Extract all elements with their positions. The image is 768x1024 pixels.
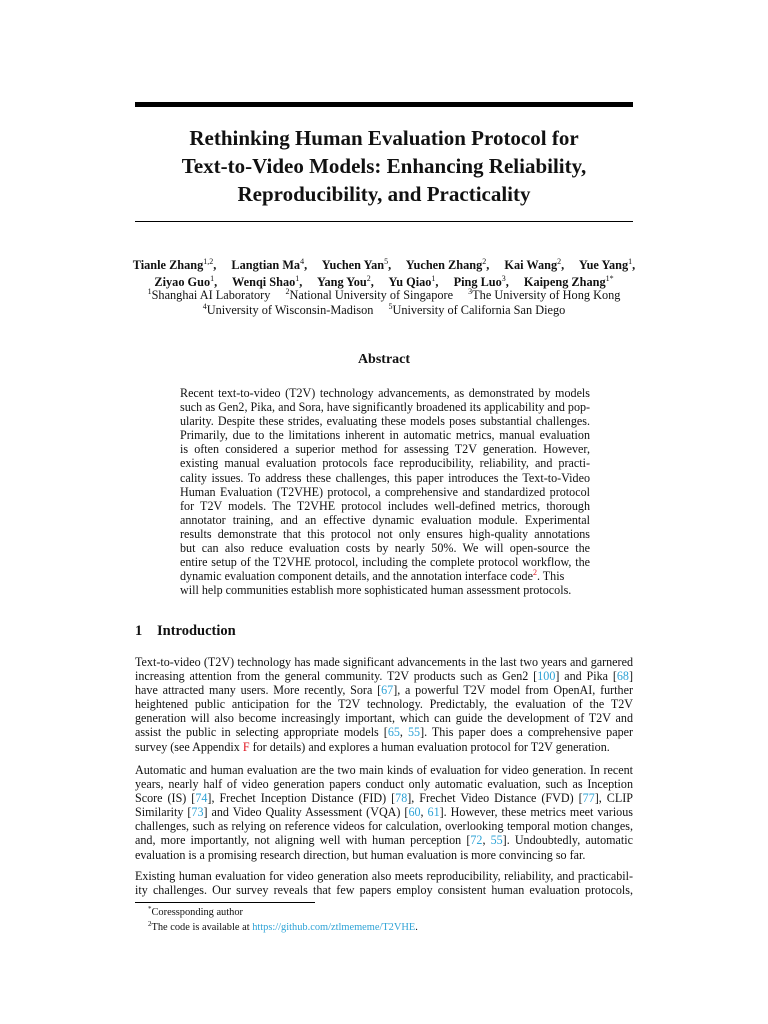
citation-link[interactable]: 74	[195, 791, 208, 806]
author: Kai Wang$^2$,	[504, 257, 565, 272]
abstract-line: for T2V models. The T2VHE protocol includes well-defined metrics, thorough	[180, 498, 590, 513]
abstract-line: cality issues. To address these challenges, this paper introduces the Text-to-Video	[180, 470, 590, 485]
abstract-line: results demonstrate that this protocol not only ensures high-quality annotations	[180, 526, 590, 541]
affiliation-line	[120, 288, 648, 303]
title-bottom-rule	[135, 221, 633, 222]
affiliation: $^2$National University of Singapore	[285, 287, 454, 302]
section-heading	[135, 623, 236, 640]
section-number: 1	[135, 623, 143, 639]
abstract-line: existing manual evaluation protocols face reproducibility, reliability, and practi-	[180, 456, 590, 471]
citation-link[interactable]: 65	[387, 725, 400, 740]
author: Tianle Zhang$^{1,2}$,	[132, 257, 217, 272]
affiliation: $^5$University of California San Diego	[388, 302, 566, 317]
footnote-ref-2[interactable]: 2	[532, 568, 537, 578]
paragraph-line: Score (IS) [74], Frechet Inception Distance (FID) [78], Frechet Video Distance (FVD) [77], CLIP	[135, 791, 633, 806]
citation-link[interactable]: 72	[470, 833, 483, 848]
abstract-body	[180, 386, 590, 597]
footnotes	[148, 905, 418, 935]
paragraph-line: ity challenges. Our survey reveals that few papers employ consistent human evaluation protocols,	[135, 883, 633, 898]
abstract-line: entire setup of the T2VHE protocol, including the complete protocol workflow, the	[180, 555, 590, 570]
abstract-line: annotator training, and an effective dynamic evaluation module. Experimental	[180, 512, 590, 527]
citation-link[interactable]: 55	[407, 725, 421, 740]
affiliation: $^3$The University of Hong Kong	[468, 287, 621, 302]
citation-link[interactable]: 61	[427, 805, 440, 820]
section-title: Introduction	[157, 623, 236, 639]
paper-title	[135, 124, 633, 208]
paragraph-line: Similarity [73] and Video Quality Assessment (VQA) [60, 61]. However, these metrics meet various	[135, 805, 633, 820]
abstract-heading: Abstract	[357, 352, 411, 367]
affiliation: $^4$University of Wisconsin-Madison	[202, 302, 374, 317]
intro-paragraph-3	[135, 869, 633, 897]
paragraph-line: heightened public anticipation for the T2V technology. Predictably, the evaluation of the T2V	[135, 697, 633, 712]
author: Ping Luo$^3$,	[453, 274, 509, 289]
author: Yu Qiao$^1$,	[388, 274, 439, 289]
paragraph-line: years, nearly half of video generation papers conduct only automatic evaluation, such as Inception	[135, 777, 633, 792]
paragraph-line: generation will also become increasingly important, which can guide the development of T2V and	[135, 711, 633, 726]
title-line: Reproducibility, and Practicality	[237, 182, 531, 206]
author: Yuchen Zhang$^2$,	[405, 257, 490, 272]
footnote-1: *Coressponding author	[148, 905, 243, 918]
author: Ziyao Guo$^1$,	[154, 274, 218, 289]
paragraph-line: survey (see Appendix F for details) and explores a human evaluation protocol for T2V generation.	[135, 739, 610, 754]
author: Yue Yang$^1$,	[578, 257, 636, 272]
paragraph-line: increasing attention from the general community. T2V products such as Gen2 [100] and Pika [68]	[135, 669, 633, 684]
footnote-rule	[135, 902, 315, 903]
paragraph-line: Existing human evaluation for video generation also meets reproducibility, reliability, and practicabil-	[135, 869, 633, 883]
intro-paragraph-1	[135, 655, 633, 754]
intro-paragraph-2	[135, 763, 633, 862]
author: Yuchen Yan$^5$,	[321, 257, 392, 272]
title-line: Text-to-Video Models: Enhancing Reliability,	[181, 154, 587, 178]
author: Yang You$^2$,	[316, 274, 374, 289]
citation-link[interactable]: 100	[537, 669, 556, 684]
citation-link[interactable]: 73	[191, 805, 204, 820]
abstract-line: such as Gen2, Pika, and Sora, have significantly broadened its applicability and pop-	[180, 400, 591, 415]
paragraph-line: evaluation is a promising research direction, but human evaluation is more convincing so far.	[135, 847, 586, 862]
citation-link[interactable]: 77	[582, 791, 595, 806]
paragraph-line: Automatic and human evaluation are the two main kinds of evaluation for video generation. In recent	[135, 763, 633, 777]
citation-link[interactable]: 67	[381, 683, 394, 698]
abstract-line: Human Evaluation (T2VHE) protocol, a comprehensive and standardized protocol	[180, 484, 590, 499]
author-list	[120, 257, 648, 291]
citation-link[interactable]: 68	[616, 669, 629, 684]
abstract-line: will help communities establish more sophisticated human assessment protocols.	[180, 583, 572, 598]
abstract-line: is often considered a superior method for assessing T2V generation. However,	[180, 442, 590, 457]
paragraph-line: have attracted many users. More recently, Sora [67], a powerful T2V model from OpenAI, further	[135, 683, 633, 698]
paragraph-line: Text-to-video (T2V) technology has made significant advancements in the last two years and garnered	[135, 655, 633, 669]
appendix-link[interactable]: F	[242, 739, 250, 754]
title-top-rule	[135, 102, 633, 107]
paragraph-line: challenges, such as relying on reference videos for calculation, overlooking temporal motion changes,	[135, 819, 633, 834]
abstract-line: Primarily, due to the limitations inherent in automatic metrics, manual evaluation	[180, 428, 590, 443]
affiliations	[120, 288, 648, 318]
title-line: Rethinking Human Evaluation Protocol for	[189, 126, 579, 150]
github-link[interactable]: https://github.com/ztlmememe/T2VHE	[252, 922, 416, 933]
author-line	[120, 257, 648, 274]
abstract-line: Recent text-to-video (T2V) technology advancements, as demonstrated by models	[180, 386, 590, 400]
affiliation: $^1$Shanghai AI Laboratory	[147, 287, 271, 302]
affiliation-line	[120, 303, 648, 318]
abstract-line: but can also reduce evaluation costs by nearly 50%. We will open-source the	[180, 541, 590, 556]
citation-link[interactable]: 55	[490, 833, 503, 848]
paragraph-line: assist the public in selecting appropriate models [65, 55]. This paper does a comprehensive paper	[135, 725, 634, 740]
paragraph-line: and, more importantly, not aligning well with human perception [72, 55]. Undoubtedly, automatic	[135, 833, 634, 848]
citation-link[interactable]: 78	[395, 791, 408, 806]
author: Wenqi Shao$^1$,	[232, 274, 303, 289]
citation-link[interactable]: 60	[408, 805, 421, 820]
abstract-line: ularity. Despite these strides, evaluating these models poses substantial challenges.	[180, 414, 590, 429]
abstract-line: dynamic evaluation component details, and the annotation interface code$^2$. This	[180, 568, 565, 584]
author: Langtian Ma$^4$,	[231, 257, 308, 272]
footnote-2: $^2$The code is available at https://github.com/ztlmememe/T2VHE.	[148, 920, 418, 933]
author: Kaipeng Zhang$^{1*}$	[523, 274, 614, 289]
